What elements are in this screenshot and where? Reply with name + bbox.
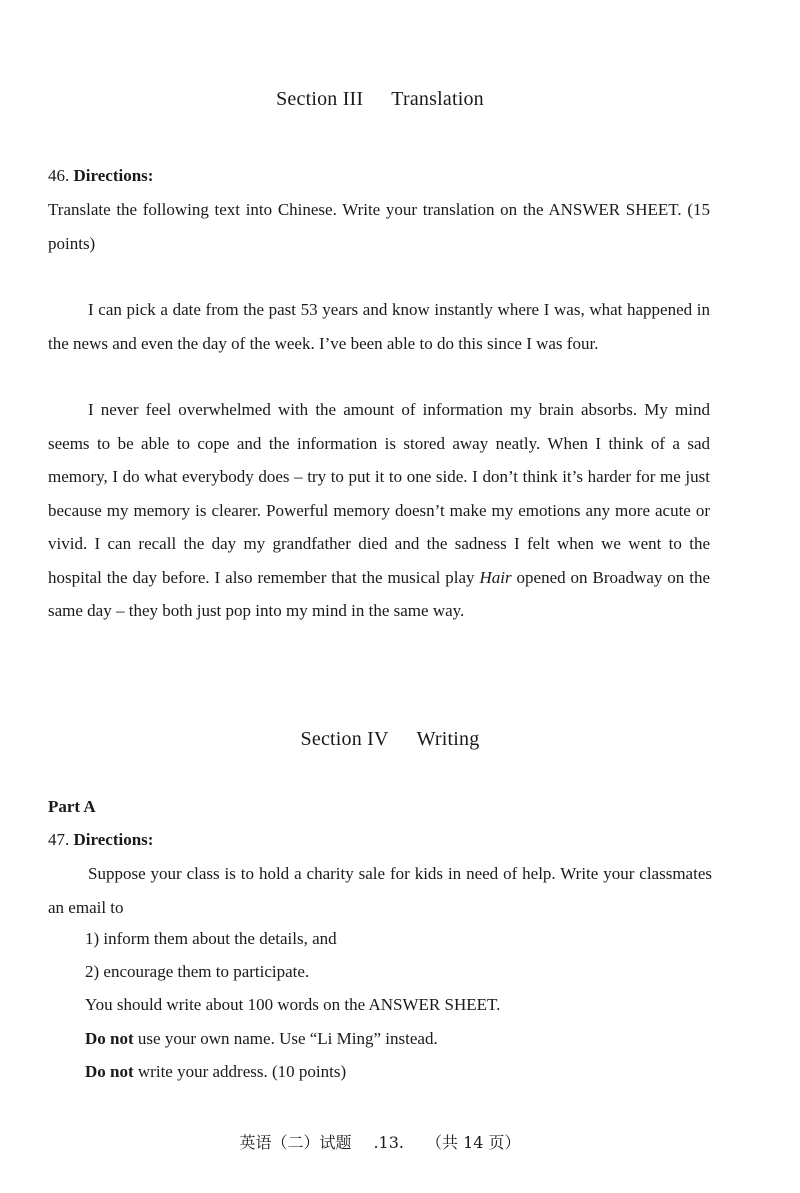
directions-label: Directions: — [73, 166, 154, 185]
section-heading-writing — [10, 728, 770, 751]
word-count-note: You should write about 100 words on the ANSWER SHEET. — [85, 995, 501, 1014]
instruction-text: use your own name. Use “Li Ming” instead. — [133, 1029, 438, 1048]
requirement-item-1: 1) inform them about the details, and — [85, 929, 337, 948]
question-number: 47. — [48, 830, 70, 849]
part-label-text: Part A — [48, 797, 96, 816]
translation-paragraph-2 — [48, 393, 710, 628]
section-title: Writing — [416, 728, 480, 750]
emphasis-text: Do not — [85, 1029, 134, 1048]
question-47-label — [48, 830, 153, 850]
name-instruction — [85, 1029, 438, 1049]
section-number: Section IV — [300, 728, 389, 750]
footer-total-pages: （共 14 页） — [426, 1133, 521, 1152]
emphasis-text: Do not — [85, 1062, 134, 1081]
instruction-text: write your address. (10 points) — [133, 1062, 347, 1081]
question-number: 46. — [48, 166, 70, 185]
paragraph-text: I never feel overwhelmed with the amount of information my brain absorbs. My mind seems to be able to cope and the information is stored away neatly. When I think of a sad memory, I do what everybody does – try to put it to one side. I don’t think it’s harder for me just because my memory is clearer. Powerful memory doesn’t make my emotions any more acute or vivid. I can recall the day my grandfather died and the sadness I felt when we went to the hospital the day before. I also remember that the musical play — [48, 400, 710, 587]
translation-instruction: Translate the following text into Chinese. Write your translation on the ANSWER SHEET. (15 points) — [48, 200, 710, 253]
directions-label: Directions: — [73, 830, 154, 849]
page-footer — [0, 1130, 760, 1153]
footer-subject: 英语（二）试题 — [239, 1133, 352, 1152]
section-title: Translation — [391, 88, 484, 110]
address-instruction — [85, 1062, 346, 1082]
translation-paragraph-1: I can pick a date from the past 53 years and know instantly where I was, what happened in the news and even the day of the week. I’ve been able to do this since I was four. — [48, 300, 710, 353]
part-a-label — [48, 797, 96, 817]
paragraph-text: opened on Broadway on the same day – they both just pop into my mind in the same way. — [48, 567, 710, 620]
footer-page-number: .13. — [373, 1133, 404, 1152]
writing-prompt: Suppose your class is to hold a charity sale for kids in need of help. Write your classmates an email to — [48, 864, 712, 917]
play-title: Hair — [479, 567, 512, 587]
requirement-item-2: 2) encourage them to participate. — [85, 962, 310, 981]
section-number: Section III — [276, 88, 364, 110]
question-46-label — [48, 166, 153, 186]
section-heading-translation — [0, 88, 760, 111]
